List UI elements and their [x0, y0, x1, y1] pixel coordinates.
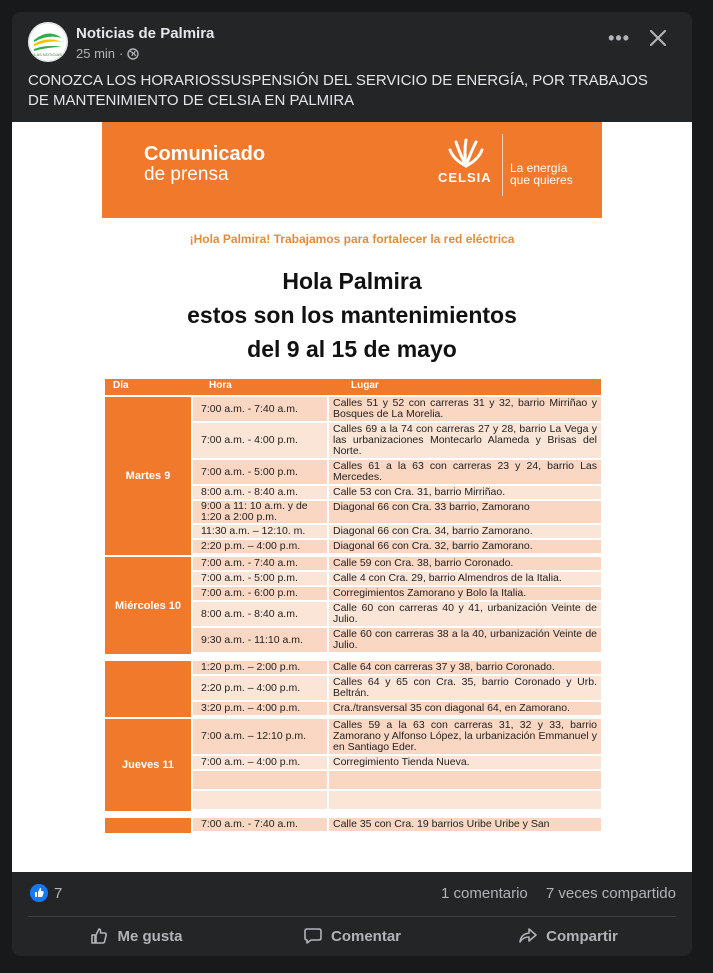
schedule-time: 9:00 a 11: 10 a.m. y de 1:20 a 2:00 p.m. — [201, 500, 308, 523]
page-avatar[interactable] — [28, 22, 68, 62]
slogan-line-1: La energía — [510, 161, 568, 175]
schedule-day — [105, 661, 191, 717]
headline-line-1: Hola Palmira — [282, 268, 422, 294]
schedule-day-group — [105, 557, 601, 654]
schedule-table — [105, 379, 601, 833]
schedule-time: 7:00 a.m. – 12:10 p.m. — [201, 730, 307, 742]
schedule-row — [193, 525, 601, 538]
schedule-time: 2:20 p.m. – 4:00 p.m. — [201, 681, 301, 694]
share-label: Compartir — [546, 927, 618, 945]
schedule-rows — [193, 661, 601, 717]
schedule-header — [105, 379, 601, 395]
schedule-time: 8:00 a.m. - 8:40 a.m. — [201, 607, 298, 620]
schedule-row — [193, 540, 601, 553]
post-image[interactable] — [12, 122, 692, 872]
headline-line-2: estos son los mantenimientos — [187, 302, 517, 328]
close-icon[interactable] — [648, 28, 668, 48]
schedule-place: Calles 69 a la 74 con carreras 27 y 28, barrio La Vega y las urbanizaciones Montecarlo Alameda y Brisas del Norte. — [327, 423, 601, 458]
schedule-rows — [193, 557, 601, 654]
headline-line-3: del 9 al 15 de mayo — [247, 336, 457, 362]
press-banner — [102, 122, 602, 218]
schedule-row — [193, 460, 601, 484]
schedule-day: Jueves 11 — [105, 719, 191, 811]
greeting-text: ¡Hola Palmira! Trabajamos para fortalecer la red eléctrica — [189, 232, 515, 246]
like-button[interactable] — [28, 920, 244, 952]
schedule-day-group — [105, 818, 601, 833]
schedule-place: Calles 59 a la 63 con carreras 31, 32 y 33, barrio Zamorano y Alfonso López, la urbanización Emmanuel y en Santiago Eder. — [327, 719, 601, 754]
col-place: Lugar — [351, 380, 379, 391]
share-button[interactable] — [460, 920, 676, 952]
schedule-time: 2:20 p.m. – 4:00 p.m. — [201, 540, 301, 552]
schedule-time: 3:20 p.m. – 4:00 p.m. — [201, 702, 301, 714]
schedule-row — [193, 572, 601, 585]
banner-subtitle: de prensa — [144, 164, 229, 185]
comment-button[interactable] — [244, 920, 460, 952]
schedule-row — [193, 791, 601, 809]
schedule-time: 9:30 a.m. - 11:10 a.m. — [201, 633, 303, 646]
schedule-time: 7:00 a.m. - 5:00 p.m. — [201, 465, 298, 478]
schedule-day-group — [105, 397, 601, 555]
schedule-place: Calle 60 con carreras 40 y 41, urbanización Veinte de Julio. — [327, 602, 601, 626]
schedule-place: Calles 51 y 52 con carreras 31 y 32, barrio Mirriñao y Bosques de La Morelia. — [327, 397, 601, 421]
share-icon — [518, 926, 538, 946]
schedule-time: 7:00 a.m. – 4:00 p.m. — [201, 756, 301, 768]
schedule-rows — [193, 818, 601, 833]
schedule-place: Calle 35 con Cra. 19 barrios Uribe Uribe y San — [327, 818, 601, 831]
schedule-place: Corregimiento Tienda Nueva. — [327, 756, 601, 769]
schedule-time — [193, 791, 327, 809]
schedule-time: 7:00 a.m. - 7:40 a.m. — [201, 402, 298, 415]
post-card — [12, 12, 692, 956]
thumbs-up-icon — [89, 926, 109, 946]
like-count[interactable]: 7 — [54, 885, 63, 902]
action-bar — [28, 920, 676, 952]
post-meta: 25 min · — [76, 46, 139, 61]
schedule-place: Diagonal 66 con Cra. 33 barrio, Zamorano — [327, 501, 601, 523]
schedule-time: 7:00 a.m. - 7:40 a.m. — [201, 818, 298, 830]
schedule-row — [193, 676, 601, 700]
schedule-row — [193, 557, 601, 570]
like-label: Me gusta — [117, 927, 183, 945]
schedule-time: 11:30 a.m. – 12:10. m. — [201, 525, 306, 537]
more-options-button[interactable]: ••• — [608, 28, 630, 48]
schedule-place: Diagonal 66 con Cra. 32, barrio Zamorano. — [327, 540, 601, 553]
comment-icon — [303, 926, 323, 946]
schedule-row — [193, 818, 601, 831]
schedule-place: Calles 61 a la 63 con carreras 23 y 24, barrio Las Mercedes. — [327, 460, 601, 484]
schedule-day: Miércoles 10 — [105, 557, 191, 654]
like-reaction-icon[interactable] — [30, 884, 48, 902]
schedule-day — [105, 818, 191, 833]
brand-slogan — [510, 162, 573, 186]
globe-icon — [127, 48, 139, 60]
col-time: Hora — [209, 380, 232, 391]
schedule-day-group — [105, 719, 601, 811]
schedule-rows — [193, 397, 601, 555]
schedule-place: Calle 53 con Cra. 31, barrio Mirriñao. — [327, 486, 601, 499]
reactions-bar — [12, 872, 692, 912]
schedule-place: Diagonal 66 con Cra. 34, barrio Zamorano. — [327, 525, 601, 538]
schedule-place: Cra./transversal 35 con diagonal 64, en Zamorano. — [327, 702, 601, 715]
schedule-time: 7:00 a.m. - 6:00 p.m. — [201, 587, 298, 599]
schedule-row — [193, 587, 601, 600]
headline — [12, 264, 692, 366]
avatar-text: LAS NOTICIAS — [34, 52, 62, 57]
shares-count[interactable]: 7 veces compartido — [545, 885, 676, 902]
actions-divider — [28, 916, 676, 917]
schedule-time — [193, 771, 327, 789]
schedule-row — [193, 486, 601, 499]
schedule-place: Calle 60 con carreras 38 a la 40, urbanización Veinte de Julio. — [327, 628, 601, 652]
post-stats — [427, 885, 676, 902]
schedule-place: Calle 64 con carreras 37 y 38, barrio Coronado. — [327, 661, 601, 674]
schedule-row — [193, 423, 601, 458]
schedule-row — [193, 501, 601, 523]
schedule-place: Calle 59 con Cra. 38, barrio Coronado. — [327, 557, 601, 570]
brand-name: CELSIA — [438, 170, 492, 185]
page-logo-icon — [28, 22, 68, 62]
schedule-time: 8:00 a.m. - 8:40 a.m. — [201, 486, 298, 498]
schedule-row — [193, 661, 601, 674]
schedule-rows — [193, 719, 601, 811]
col-day: Día — [113, 380, 129, 391]
schedule-row — [193, 719, 601, 754]
schedule-place: Calles 64 y 65 con Cra. 35, barrio Coronado y Urb. Beltrán. — [327, 676, 601, 700]
schedule-place: Calle 4 con Cra. 29, barrio Almendros de la Italia. — [327, 572, 601, 585]
slogan-line-2: que quieres — [510, 173, 573, 187]
post-time[interactable]: 25 min — [76, 46, 116, 61]
schedule-row — [193, 628, 601, 652]
page-name[interactable]: Noticias de Palmira — [76, 25, 215, 42]
schedule-time: 7:00 a.m. - 4:00 p.m. — [201, 434, 298, 446]
banner-divider — [502, 134, 503, 196]
schedule-row — [193, 702, 601, 715]
schedule-day: Martes 9 — [105, 397, 191, 555]
schedule-row — [193, 602, 601, 626]
post-caption: CONOZCA LOS HORARIOSSUSPENSIÓN DEL SERVICIO DE ENERGÍA, POR TRABAJOS DE MANTENIMIENTO DE CELSIA EN PALMIRA — [28, 72, 648, 109]
schedule-row — [193, 771, 601, 789]
schedule-place — [327, 771, 601, 789]
schedule-row — [193, 756, 601, 769]
schedule-place — [327, 791, 601, 809]
schedule-day-group — [105, 661, 601, 717]
schedule-time: 7:00 a.m. - 7:40 a.m. — [201, 557, 298, 569]
schedule-time: 1:20 p.m. – 2:00 p.m. — [201, 661, 301, 673]
comments-count[interactable]: 1 comentario — [441, 885, 528, 902]
banner-title: Comunicado — [144, 143, 266, 165]
schedule-row — [193, 397, 601, 421]
comment-label: Comentar — [330, 927, 401, 945]
schedule-place: Corregimientos Zamorano y Bolo la Italia. — [327, 587, 601, 600]
schedule-time: 7:00 a.m. - 5:00 p.m. — [201, 572, 298, 584]
